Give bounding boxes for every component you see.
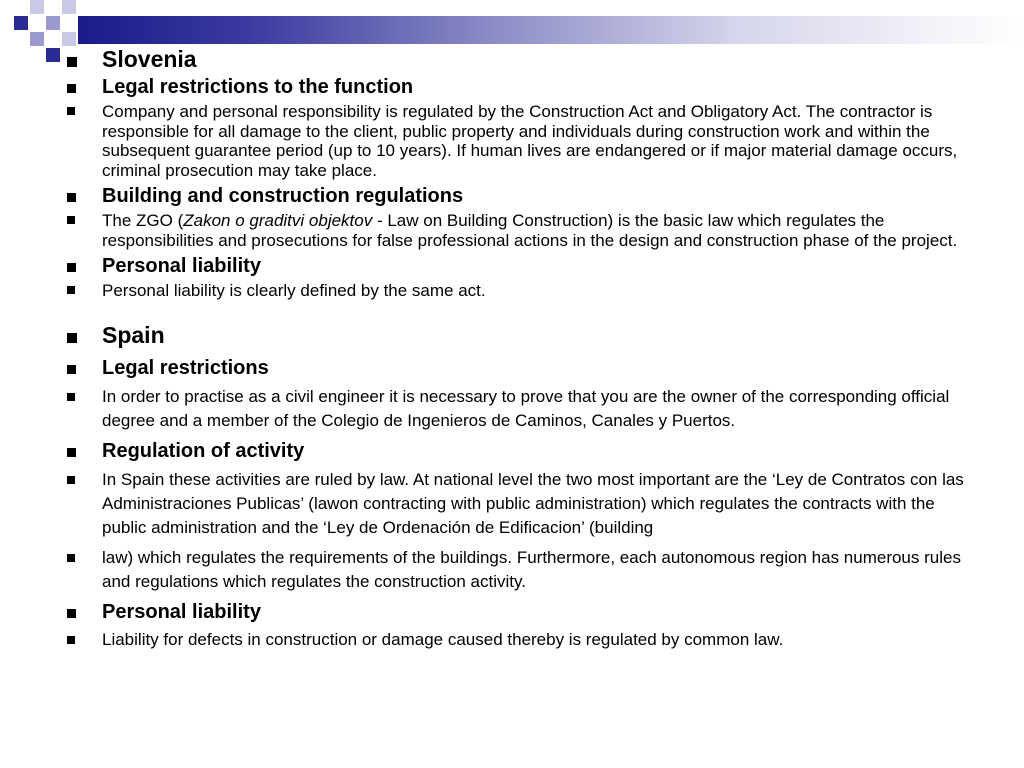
text-prefix: The ZGO (: [102, 211, 184, 230]
slide-content: [64, 48, 974, 652]
section-heading: [64, 77, 974, 97]
paragraph: [64, 546, 974, 594]
square-bullet-icon: [67, 107, 75, 115]
decor-square: [62, 32, 76, 46]
square-bullet-icon: [67, 263, 76, 272]
paragraph-text: In order to practise as a civil engineer it is necessary to prove that you are the owner of the corresponding official degree and a member of the Colegio de Ingenieros de Caminos, Canales y Puertos.: [102, 386, 950, 430]
section-heading: [64, 186, 974, 206]
square-bullet-icon: [67, 333, 77, 343]
italic-law-name: Zakon o graditvi objektov: [183, 211, 373, 230]
paragraph: [64, 102, 974, 180]
paragraph: [64, 468, 974, 540]
country-name: Slovenia: [102, 46, 197, 72]
paragraph: [64, 385, 974, 433]
square-bullet-icon: [67, 636, 75, 644]
section-heading: [64, 358, 974, 378]
square-bullet-icon: [67, 84, 76, 93]
decor-square: [30, 0, 44, 14]
section-heading-text: Legal restrictions: [102, 356, 269, 379]
country-heading-spain: [64, 321, 974, 348]
header-gradient-bar: [78, 16, 1024, 44]
paragraph-text: [102, 211, 957, 250]
section-heading-text: Personal liability: [102, 600, 261, 623]
decor-square: [14, 16, 28, 30]
decor-square: [46, 16, 60, 30]
paragraph: [64, 628, 974, 652]
paragraph-text: Liability for defects in construction or damage caused thereby is regulated by common law.: [102, 629, 784, 649]
paragraph-text: Company and personal responsibility is regulated by the Construction Act and Obligatory Act. The contractor is responsible for all damage to the client, public property and individuals during construction work and within the subsequent guarantee period (up to 10 years). If human lives are endangered or if major material damage occurs, criminal prosecution may take place.: [102, 102, 958, 180]
paragraph-text: law) which regulates the requirements of the buildings. Furthermore, each autonomous region has numerous rules and regulations which regulates the construction activity.: [102, 547, 961, 591]
square-bullet-icon: [67, 393, 75, 401]
square-bullet-icon: [67, 609, 76, 618]
square-bullet-icon: [67, 365, 76, 374]
section-heading-text: Personal liability: [102, 255, 261, 277]
paragraph-text: Personal liability is clearly defined by the same act.: [102, 281, 486, 300]
section-heading-text: Legal restrictions to the function: [102, 76, 414, 98]
square-bullet-icon: [67, 216, 75, 224]
square-bullet-icon: [67, 193, 76, 202]
square-bullet-icon: [67, 448, 76, 457]
section-heading-text: Building and construction regulations: [102, 185, 464, 207]
section-heading: [64, 256, 974, 276]
square-bullet-icon: [67, 476, 75, 484]
decor-square: [46, 48, 60, 62]
section-heading: [64, 602, 974, 622]
decor-square: [30, 32, 44, 46]
square-bullet-icon: [67, 286, 75, 294]
section-heading-text: Regulation of activity: [102, 439, 305, 462]
decor-square: [62, 0, 76, 14]
country-heading-slovenia: [64, 48, 974, 71]
section-heading: [64, 441, 974, 461]
text-suffix: - Law on Building Construction) is the basic law which regulates the responsibilities and prosecutions for false professional actions in the design and construction phase of the project.: [102, 211, 958, 250]
country-name: Spain: [102, 321, 165, 348]
square-bullet-icon: [67, 554, 75, 562]
square-bullet-icon: [67, 57, 77, 67]
paragraph: [64, 281, 974, 301]
paragraph: [64, 211, 974, 250]
paragraph-text: In Spain these activities are ruled by law. At national level the two most important are the ‘Ley de Contratos con las Administraciones Publicas’ (lawon contracting with public administration) which regulates the contracts with the public administration and the ‘Ley de Ordenación de Edificacion’ (building: [102, 469, 964, 537]
